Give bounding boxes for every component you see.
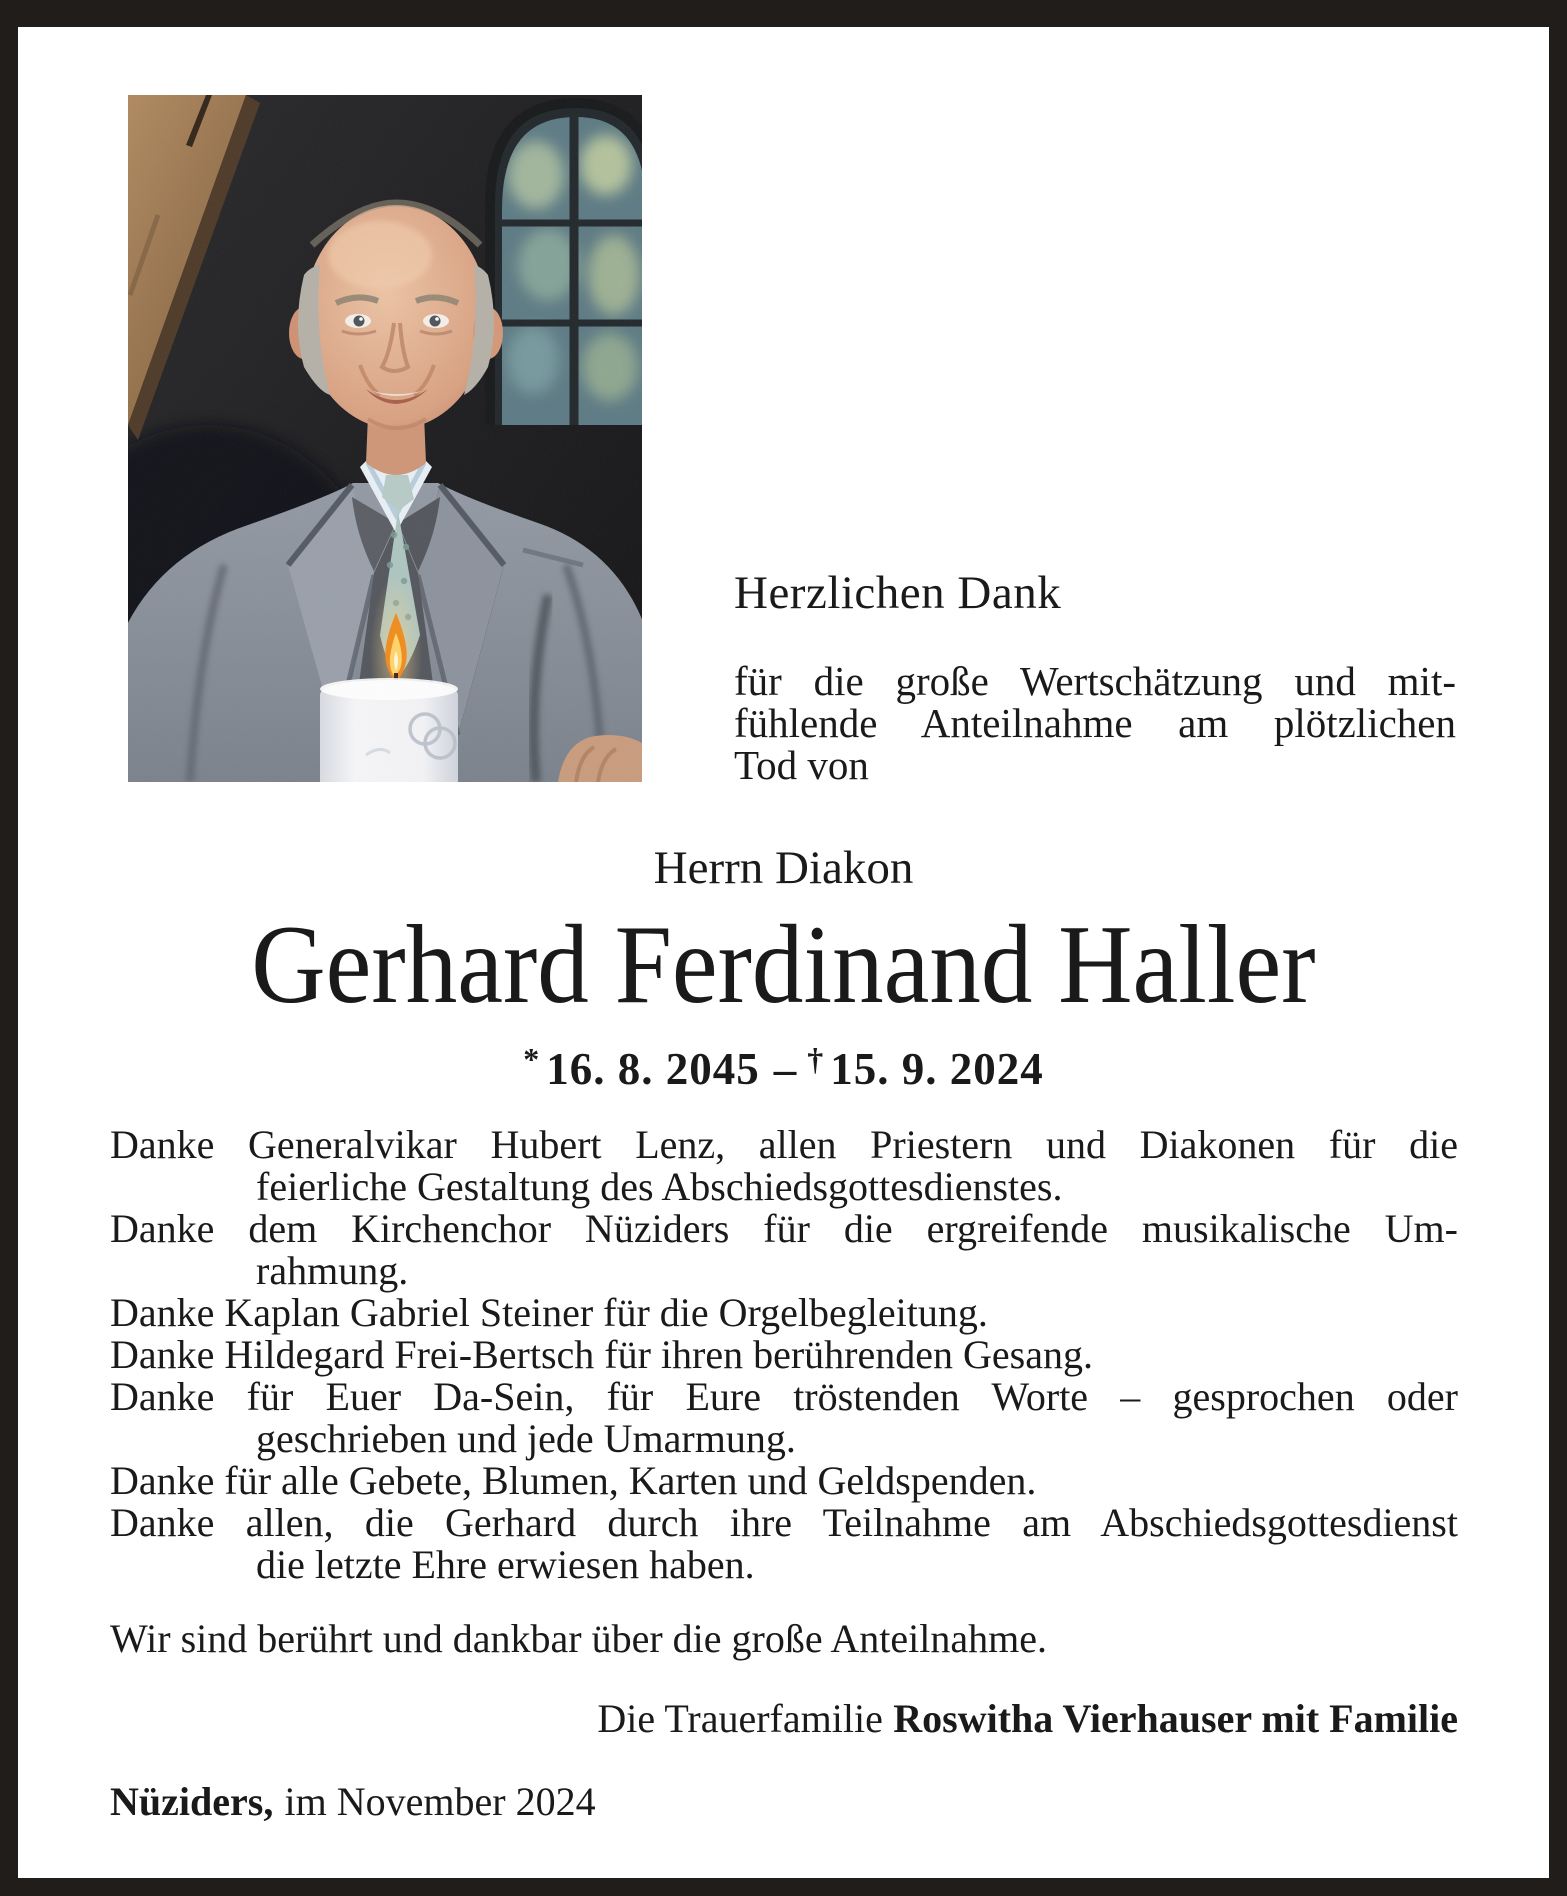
honorific: Herrn Diakon: [653, 842, 914, 894]
intro-line: Tod von: [734, 742, 869, 788]
thanks-line: die letzte Ehre erwiesen haben.: [256, 1542, 755, 1587]
thanks-line: Danke allen, die Gerhard durch ihre Teilnahme am Abschiedsgottesdienst: [110, 1500, 1458, 1545]
family-names: Roswitha Vierhauser mit Familie: [893, 1696, 1458, 1741]
card-background: [18, 27, 1549, 1878]
portrait-photo: [128, 95, 642, 782]
thanks-line: geschrieben und jede Umarmung.: [256, 1416, 796, 1461]
thanks-list: [110, 1124, 1458, 1586]
life-dates: [18, 1033, 1549, 1095]
family-prefix: Die Trauerfamilie: [597, 1696, 883, 1741]
place-name: Nüziders,: [110, 1779, 274, 1824]
intro-paragraph: [734, 660, 1456, 786]
intro-heading: Herzlichen Dank: [734, 567, 1062, 619]
date-text: im November 2024: [284, 1779, 596, 1824]
thanks-line: Danke für alle Gebete, Blumen, Karten und Geldspenden.: [110, 1458, 1037, 1503]
thanks-line: feierliche Gestaltung des Abschiedsgottesdienstes.: [256, 1164, 1063, 1209]
deceased-name: [18, 903, 1549, 1027]
place-date-line: [110, 1779, 1458, 1825]
deceased-name-text: Gerhard Ferdinand Haller: [251, 903, 1316, 1027]
intro-line: für die große Wertschätzung und mit-: [734, 658, 1456, 704]
thanks-line: rahmung.: [256, 1248, 409, 1293]
dates-separator: –: [773, 1044, 798, 1094]
birth-star-icon: *: [523, 1041, 541, 1077]
thanks-line: Danke Hildegard Frei-Bertsch für ihren berührenden Gesang.: [110, 1332, 1093, 1377]
mourning-family-line: [110, 1696, 1458, 1742]
death-date: 15. 9. 2024: [830, 1044, 1044, 1094]
closing-sentence: Wir sind berührt und dankbar über die große Anteilnahme.: [110, 1616, 1048, 1661]
death-cross-icon: †: [807, 1041, 825, 1077]
thanks-line: Danke für Euer Da-Sein, für Eure tröstenden Worte – gesprochen oder: [110, 1374, 1458, 1419]
intro-line: fühlende Anteilnahme am plötzlichen: [734, 700, 1456, 746]
thanks-line: Danke dem Kirchenchor Nüziders für die ergreifende musikalische Um-: [110, 1206, 1458, 1251]
birth-date: 16. 8. 2045: [546, 1044, 760, 1094]
thanks-line: Danke Kaplan Gabriel Steiner für die Orgelbegleitung.: [110, 1290, 988, 1335]
portrait-photo-art: [128, 95, 642, 782]
thanks-line: Danke Generalvikar Hubert Lenz, allen Priestern und Diakonen für die: [110, 1122, 1458, 1167]
